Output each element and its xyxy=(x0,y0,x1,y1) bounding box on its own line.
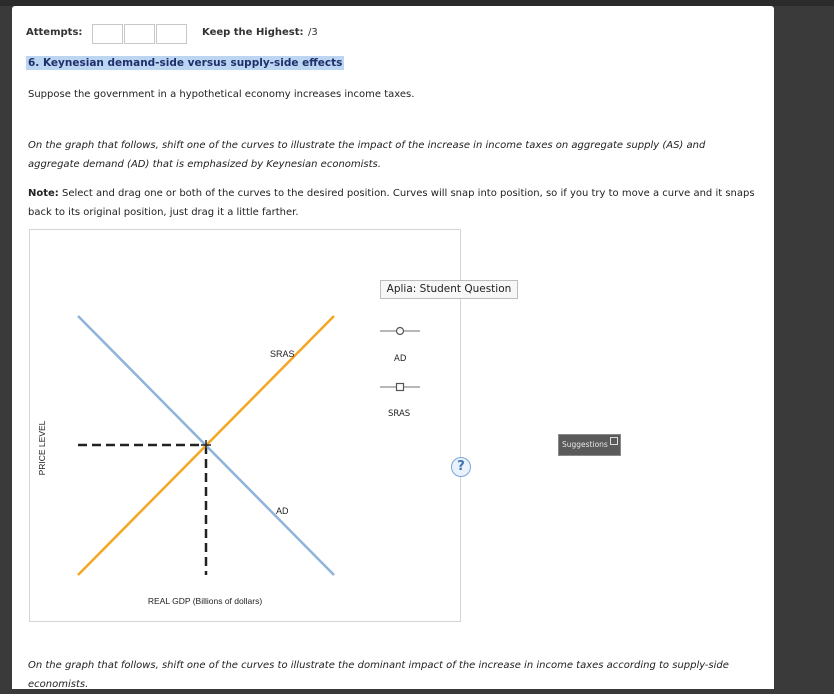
graph-instruction-1: On the graph that follows, shift one of the curves to illustrate the impact of the increase in income taxes on aggregate supply (AS) and aggregate demand (AD) that is emphasized by Keynesian economists. xyxy=(28,140,706,170)
question-page xyxy=(12,6,774,689)
graph-instruction-2: On the graph that follows, shift one of the curves to illustrate the dominant impact of the increase in income taxes according to supply-side economists. xyxy=(28,660,729,690)
attempt-box-3 xyxy=(156,24,187,44)
suggestions-label: Suggestions xyxy=(562,440,608,449)
question-title: 6. Keynesian demand-side versus supply-side effects xyxy=(28,57,343,69)
ad-tool-label: AD xyxy=(394,354,407,364)
note-paragraph xyxy=(28,184,768,222)
note-label: Note: xyxy=(28,188,59,199)
keep-highest-label: Keep the Highest: xyxy=(202,27,304,38)
suggestions-button[interactable] xyxy=(558,434,621,456)
x-axis-label: REAL GDP (Billions of dollars) xyxy=(147,596,263,606)
note-text: Select and drag one or both of the curves to the desired position. Curves will snap into position, so if you try to move a curve and it snaps back to its original position, just drag it a little farther. xyxy=(28,188,755,218)
minimize-icon[interactable] xyxy=(610,437,618,445)
keep-highest-score: /3 xyxy=(308,27,318,38)
question-intro: Suppose the government in a hypothetical economy increases income taxes. xyxy=(28,89,415,100)
aplia-student-question-button[interactable]: Aplia: Student Question xyxy=(380,280,518,299)
ad-tool-handle-icon[interactable] xyxy=(397,328,404,335)
help-icon[interactable]: ? xyxy=(451,457,471,477)
sras-tool-handle-icon[interactable] xyxy=(397,384,404,391)
attempt-box-1 xyxy=(92,24,123,44)
y-axis-label: PRICE LEVEL xyxy=(37,420,47,476)
sras-tool-label: SRAS xyxy=(388,409,411,419)
sras-curve-label: SRAS xyxy=(270,349,295,359)
attempts-label: Attempts: xyxy=(26,27,83,38)
attempt-box-2 xyxy=(124,24,155,44)
ad-curve-label: AD xyxy=(276,506,289,516)
